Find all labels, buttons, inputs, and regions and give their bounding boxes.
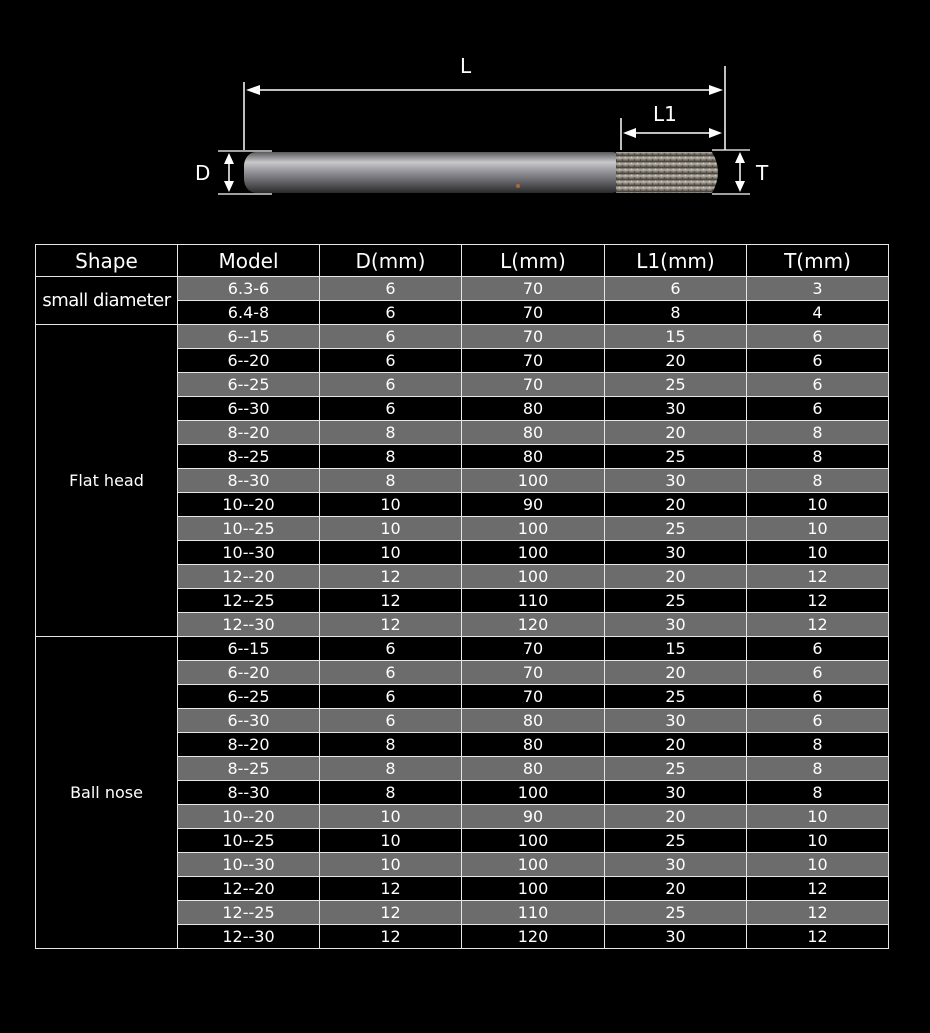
l-cell: 90 — [462, 493, 605, 517]
d-cell: 6 — [320, 709, 462, 733]
d-cell: 8 — [320, 781, 462, 805]
l1-cell: 20 — [605, 349, 747, 373]
l-cell: 100 — [462, 829, 605, 853]
tool-dimension-diagram — [0, 0, 930, 230]
model-cell: 6--30 — [178, 709, 320, 733]
l1-cell: 25 — [605, 373, 747, 397]
tool-grit-head — [616, 152, 718, 193]
t-arrow-bottom — [735, 181, 745, 192]
d-cell: 6 — [320, 325, 462, 349]
t-cell: 6 — [747, 661, 889, 685]
t-cell: 6 — [747, 709, 889, 733]
model-cell: 6--20 — [178, 349, 320, 373]
l1-cell: 25 — [605, 901, 747, 925]
t-cell: 8 — [747, 757, 889, 781]
t-arrow-top — [735, 152, 745, 163]
model-cell: 8--20 — [178, 733, 320, 757]
model-cell: 10--30 — [178, 853, 320, 877]
l-cell: 70 — [462, 325, 605, 349]
l-cell: 100 — [462, 541, 605, 565]
t-cell: 6 — [747, 325, 889, 349]
l1-arrow-left — [623, 128, 636, 138]
d-cell: 8 — [320, 733, 462, 757]
l-cell: 110 — [462, 901, 605, 925]
d-cell: 12 — [320, 925, 462, 949]
model-cell: 10--30 — [178, 541, 320, 565]
t-cell: 10 — [747, 493, 889, 517]
header-row — [36, 245, 889, 277]
header-l: L(mm) — [462, 245, 605, 277]
l1-cell: 20 — [605, 805, 747, 829]
l1-cell: 30 — [605, 469, 747, 493]
model-cell: 12--30 — [178, 613, 320, 637]
l-cell: 80 — [462, 733, 605, 757]
t-cell: 8 — [747, 469, 889, 493]
shape-cell: small diameter — [36, 277, 178, 325]
l-cell: 100 — [462, 469, 605, 493]
l1-cell: 20 — [605, 661, 747, 685]
t-cell: 6 — [747, 349, 889, 373]
label-t: T — [756, 161, 769, 185]
model-cell: 6--15 — [178, 325, 320, 349]
d-cell: 10 — [320, 541, 462, 565]
d-cell: 8 — [320, 757, 462, 781]
d-cell: 12 — [320, 877, 462, 901]
d-cell: 10 — [320, 829, 462, 853]
l1-cell: 25 — [605, 757, 747, 781]
t-cell: 6 — [747, 373, 889, 397]
model-cell: 6--20 — [178, 661, 320, 685]
shape-cell: Flat head — [36, 325, 178, 637]
tool-drawing — [0, 0, 930, 230]
d-cell: 10 — [320, 517, 462, 541]
d-cell: 8 — [320, 469, 462, 493]
model-cell: 6--25 — [178, 685, 320, 709]
model-cell: 6--25 — [178, 373, 320, 397]
t-cell: 8 — [747, 445, 889, 469]
header-shape: Shape — [36, 245, 178, 277]
l1-cell: 20 — [605, 493, 747, 517]
d-cell: 6 — [320, 637, 462, 661]
model-cell: 8--25 — [178, 757, 320, 781]
l-cell: 100 — [462, 781, 605, 805]
l1-cell: 30 — [605, 709, 747, 733]
l1-cell: 6 — [605, 277, 747, 301]
model-cell: 12--30 — [178, 925, 320, 949]
spec-table — [35, 244, 889, 949]
d-cell: 12 — [320, 613, 462, 637]
l-cell: 100 — [462, 853, 605, 877]
l-arrow-left — [246, 85, 260, 95]
l-cell: 120 — [462, 925, 605, 949]
d-cell: 10 — [320, 805, 462, 829]
d-cell: 6 — [320, 373, 462, 397]
d-cell: 12 — [320, 901, 462, 925]
model-cell: 12--20 — [178, 877, 320, 901]
t-cell: 6 — [747, 685, 889, 709]
label-l: L — [460, 54, 472, 78]
model-cell: 12--25 — [178, 589, 320, 613]
l-cell: 100 — [462, 565, 605, 589]
l-cell: 70 — [462, 637, 605, 661]
l1-cell: 25 — [605, 589, 747, 613]
d-cell: 12 — [320, 565, 462, 589]
model-cell: 8--20 — [178, 421, 320, 445]
d-cell: 6 — [320, 349, 462, 373]
l-cell: 110 — [462, 589, 605, 613]
model-cell: 10--25 — [178, 517, 320, 541]
l1-cell: 30 — [605, 613, 747, 637]
l-cell: 100 — [462, 877, 605, 901]
t-cell: 10 — [747, 805, 889, 829]
l1-cell: 20 — [605, 565, 747, 589]
d-arrow-top — [224, 153, 234, 164]
l-cell: 80 — [462, 421, 605, 445]
t-cell: 12 — [747, 901, 889, 925]
l1-cell: 25 — [605, 829, 747, 853]
t-cell: 8 — [747, 781, 889, 805]
l-cell: 100 — [462, 517, 605, 541]
d-cell: 10 — [320, 493, 462, 517]
l-arrow-right — [709, 85, 723, 95]
t-cell: 8 — [747, 421, 889, 445]
t-cell: 12 — [747, 565, 889, 589]
t-cell: 6 — [747, 397, 889, 421]
model-cell: 12--25 — [178, 901, 320, 925]
l1-cell: 20 — [605, 877, 747, 901]
l-cell: 70 — [462, 301, 605, 325]
l1-cell: 30 — [605, 397, 747, 421]
header-model: Model — [178, 245, 320, 277]
t-cell: 10 — [747, 517, 889, 541]
l-cell: 70 — [462, 685, 605, 709]
label-d: D — [195, 161, 211, 185]
table-row — [36, 277, 889, 301]
l1-cell: 15 — [605, 637, 747, 661]
l1-cell: 30 — [605, 781, 747, 805]
spec-table-body — [36, 277, 889, 949]
l1-cell: 25 — [605, 445, 747, 469]
l1-cell: 25 — [605, 517, 747, 541]
table-row — [36, 325, 889, 349]
t-cell: 12 — [747, 613, 889, 637]
model-cell: 8--25 — [178, 445, 320, 469]
l-cell: 70 — [462, 349, 605, 373]
d-cell: 6 — [320, 397, 462, 421]
header-t: T(mm) — [747, 245, 889, 277]
d-arrow-bottom — [224, 181, 234, 192]
d-cell: 6 — [320, 301, 462, 325]
l-cell: 80 — [462, 397, 605, 421]
l1-cell: 8 — [605, 301, 747, 325]
t-cell: 12 — [747, 925, 889, 949]
l1-cell: 30 — [605, 925, 747, 949]
l1-arrow-right — [709, 128, 722, 138]
d-cell: 10 — [320, 853, 462, 877]
l-cell: 80 — [462, 445, 605, 469]
header-d: D(mm) — [320, 245, 462, 277]
t-cell: 12 — [747, 877, 889, 901]
t-cell: 12 — [747, 589, 889, 613]
model-cell: 8--30 — [178, 469, 320, 493]
model-cell: 10--25 — [178, 829, 320, 853]
t-cell: 8 — [747, 733, 889, 757]
l1-cell: 20 — [605, 733, 747, 757]
l1-cell: 25 — [605, 685, 747, 709]
model-cell: 10--20 — [178, 493, 320, 517]
t-cell: 10 — [747, 853, 889, 877]
t-cell: 6 — [747, 637, 889, 661]
d-cell: 8 — [320, 445, 462, 469]
d-cell: 6 — [320, 277, 462, 301]
t-cell: 10 — [747, 541, 889, 565]
l-cell: 80 — [462, 757, 605, 781]
t-cell: 10 — [747, 829, 889, 853]
d-cell: 8 — [320, 421, 462, 445]
l1-cell: 30 — [605, 853, 747, 877]
model-cell: 10--20 — [178, 805, 320, 829]
l1-cell: 30 — [605, 541, 747, 565]
shape-cell: Ball nose — [36, 637, 178, 949]
model-cell: 6--15 — [178, 637, 320, 661]
model-cell: 12--20 — [178, 565, 320, 589]
t-cell: 3 — [747, 277, 889, 301]
tool-shaft — [244, 152, 624, 193]
l-cell: 90 — [462, 805, 605, 829]
model-cell: 8--30 — [178, 781, 320, 805]
l-cell: 70 — [462, 373, 605, 397]
model-cell: 6.4-8 — [178, 301, 320, 325]
l-cell: 80 — [462, 709, 605, 733]
t-cell: 4 — [747, 301, 889, 325]
table-row — [36, 637, 889, 661]
l-cell: 70 — [462, 277, 605, 301]
l1-cell: 20 — [605, 421, 747, 445]
d-cell: 6 — [320, 685, 462, 709]
model-cell: 6.3-6 — [178, 277, 320, 301]
d-cell: 12 — [320, 589, 462, 613]
header-l1: L1(mm) — [605, 245, 747, 277]
l-cell: 120 — [462, 613, 605, 637]
model-cell: 6--30 — [178, 397, 320, 421]
l1-cell: 15 — [605, 325, 747, 349]
label-l1: L1 — [653, 102, 677, 126]
d-cell: 6 — [320, 661, 462, 685]
l-cell: 70 — [462, 661, 605, 685]
